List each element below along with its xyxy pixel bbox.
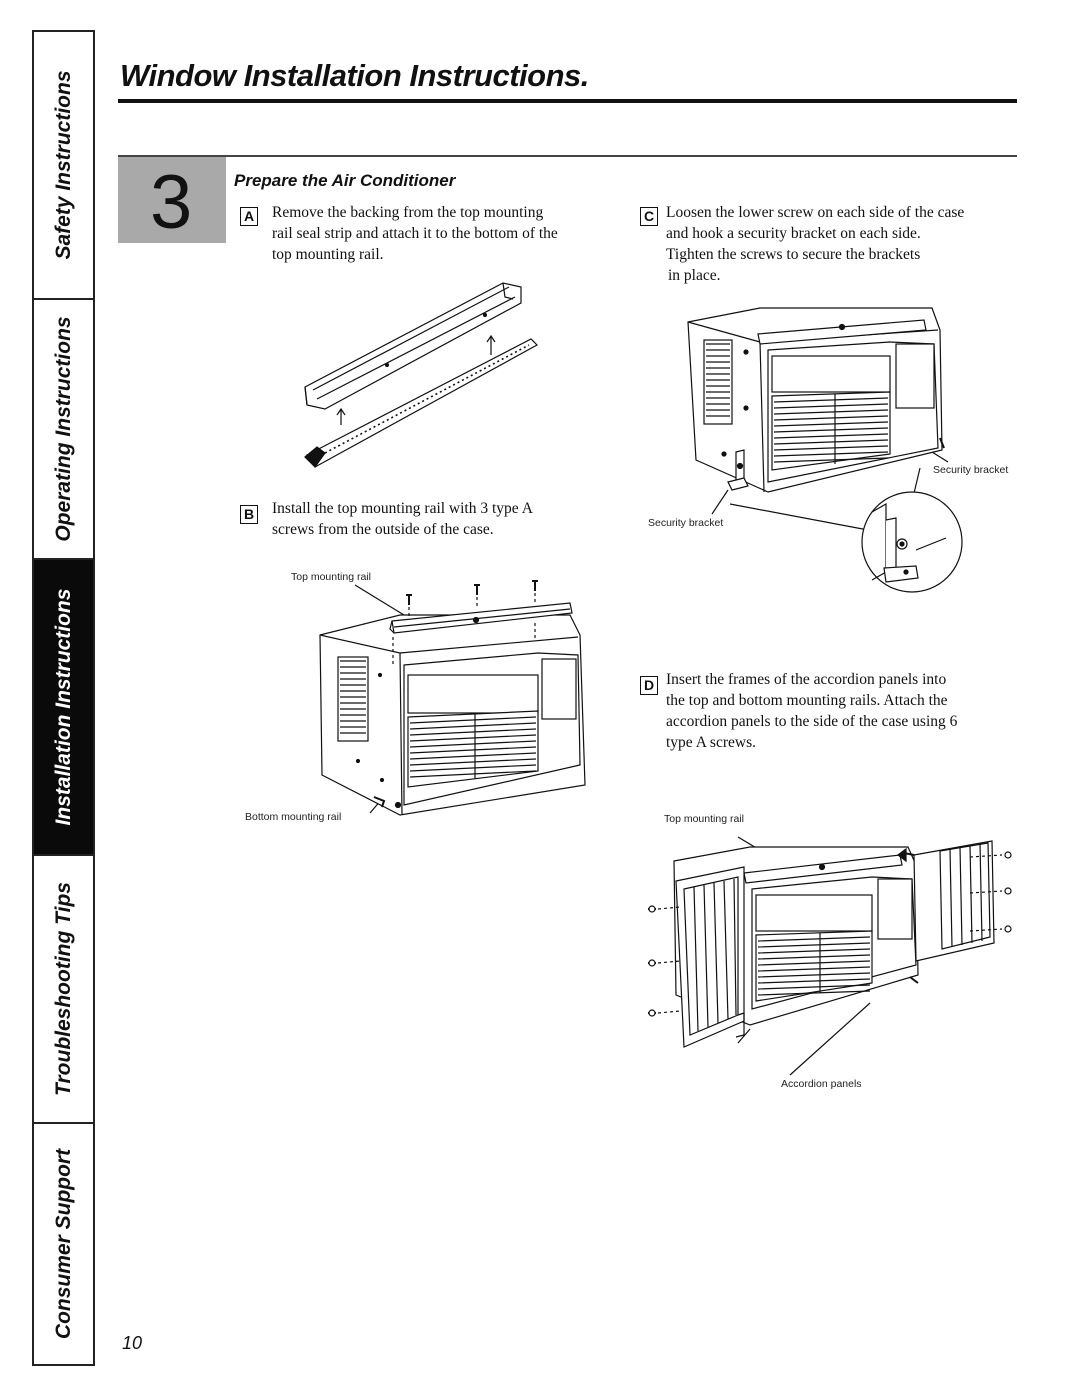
up-arrow-icon [337,409,345,425]
step-a-text: Remove the backing from the top mounting rail seal strip and attach it to the bottom of the top mounting rail. [272,204,558,263]
tab-safety-instructions[interactable]: Safety Instructions [34,32,93,300]
page-number: 10 [122,1333,143,1353]
section-tabs [32,30,95,1366]
rail-seal-strip-illustration [295,275,545,475]
security-bracket-label-right: Security bracket [933,464,1009,476]
step-d-letter: D [640,676,658,695]
up-arrow-icon [487,336,495,355]
tab-consumer-support[interactable]: Consumer Support [51,1148,75,1340]
tab-troubleshooting-tips[interactable]: Troubleshooting Tips [34,856,93,1124]
air-conditioner-case [320,615,585,815]
seal-strip-part [305,339,537,467]
step-b-text: Install the top mounting rail with 3 type A screws from the outside of the case. [272,500,533,538]
top-mounting-rail-label: Top mounting rail [291,571,371,583]
step-c-text: Loosen the lower screw on each side of the case and hook a security bracket on each side. Tighten the screws to secure the brackets in place. [666,204,965,284]
step-number-box [118,157,226,243]
title-divider [118,99,1017,103]
page-title: Window Installation Instructions. [120,58,589,93]
accordion-panels-illustration [640,825,1025,1080]
section-title: Prepare the Air Conditioner [234,171,456,190]
rail-installation-illustration [300,575,600,825]
accordion-panels-label: Accordion panels [781,1078,862,1090]
air-conditioner-case [688,308,942,492]
bracket-detail-magnifier [862,492,962,592]
top-mounting-rail-part [305,283,521,409]
tab-operating-instructions[interactable]: Operating Instructions [34,300,93,560]
step-a-letter: A [240,207,258,226]
tab-installation-instructions[interactable]: Installation Instructions [34,560,93,856]
security-bracket-illustration [640,300,1020,600]
step-number: 3 [150,160,193,245]
accordion-panel-left [676,867,744,1047]
step-divider [118,155,1017,157]
step-d-text: Insert the frames of the accordion panels into the top and bottom mounting rails. Attach the accordion panels to the side of the case using 6 type A screws. [666,671,958,751]
step-c-letter: C [640,207,658,226]
top-mounting-rail-label-d: Top mounting rail [664,813,744,825]
step-b-letter: B [240,505,258,524]
bottom-mounting-rail-label: Bottom mounting rail [245,811,342,823]
security-bracket-label-left: Security bracket [648,517,724,529]
